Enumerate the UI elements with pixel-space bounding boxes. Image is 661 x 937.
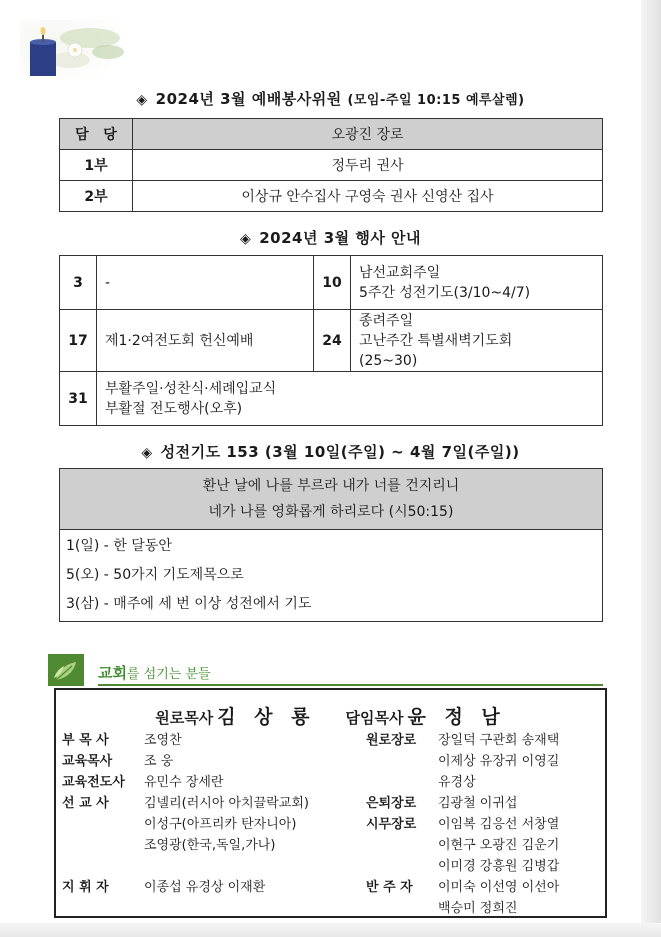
diamond-bullet-icon: ◈ [141, 445, 153, 461]
table-row [60, 181, 603, 212]
emeritus-title: 원로목사 [155, 709, 214, 727]
event-line: (25~30) [359, 352, 418, 369]
table-row [60, 119, 603, 150]
events-table [59, 255, 603, 426]
staff-names: 이종섭 유경상 이재환 [144, 880, 266, 895]
staff-role: 반 주 자 [366, 880, 413, 895]
staff-right-column [366, 730, 559, 919]
table-row [60, 372, 603, 426]
staff-role: 교육전도사 [62, 775, 125, 790]
event-line: 부활주일·성찬식·세례입교식 [105, 380, 277, 397]
event-line: 남선교회주일 [359, 264, 441, 281]
events-title [0, 227, 661, 248]
row-value: 정두리 권사 [133, 150, 603, 181]
staff-row [366, 793, 559, 814]
header-underline [98, 684, 603, 686]
staff-row [62, 772, 309, 793]
staff-row [366, 856, 559, 877]
staff-row [62, 877, 309, 898]
church-label-main: 교회 [98, 664, 127, 682]
staff-row [62, 856, 309, 877]
staff-role: 은퇴장로 [366, 796, 417, 811]
staff-names: 이현구 오광진 김운기 [438, 838, 560, 853]
staff-row [366, 835, 559, 856]
staff-names: 이미숙 이선영 이선아 [438, 880, 560, 895]
pastors-line [56, 702, 605, 729]
event-day: 31 [60, 372, 97, 426]
staff-role: 교육목사 [62, 754, 113, 769]
event-day: 3 [60, 256, 97, 310]
event-line: - [105, 274, 111, 291]
staff-role: 선 교 사 [62, 796, 109, 811]
event-day: 17 [60, 310, 97, 372]
worship-committee-table [59, 118, 603, 212]
event-line: 고난주간 특별새벽기도회 [359, 332, 513, 349]
staff-left-column [62, 730, 309, 898]
event-desc [97, 256, 314, 310]
senior-name: 윤 정 남 [407, 706, 506, 728]
table-row [60, 256, 603, 310]
staff-names: 김광철 이귀섭 [438, 796, 518, 811]
table-row [60, 150, 603, 181]
verse-line: 네가 나를 영화롭게 하리로다 (시50:15) [208, 504, 454, 520]
worship-committee-title-text: 2024년 3월 예배봉사위원 [155, 90, 342, 108]
prayer-item: 1(일) - 한 달동안 [66, 538, 172, 554]
staff-names: 이제상 유장귀 이영길 [438, 754, 560, 769]
staff-role: 시무장로 [366, 817, 417, 832]
staff-names: 유경상 [438, 775, 476, 790]
event-desc [97, 372, 603, 426]
table-row [60, 310, 603, 372]
event-line: 5주간 성전기도(3/10~4/7) [359, 284, 531, 301]
staff-names: 이임복 김응선 서창열 [438, 817, 560, 832]
prayer-title [0, 441, 661, 462]
staff-row [366, 898, 559, 919]
diamond-bullet-icon: ◈ [136, 92, 148, 108]
staff-role: 원로장로 [366, 733, 417, 748]
staff-row [62, 730, 309, 751]
staff-names: 유민수 장세란 [144, 775, 224, 790]
staff-names: 조 웅 [144, 754, 174, 769]
row-label: 1부 [60, 150, 133, 181]
staff-row [62, 793, 309, 814]
event-desc [351, 310, 603, 372]
prayer-box [59, 468, 603, 622]
staff-row [62, 814, 309, 835]
staff-names: 백승미 정희진 [438, 901, 518, 916]
event-desc [351, 256, 603, 310]
row-label: 2부 [60, 181, 133, 212]
worship-committee-subtitle: (모임-주일 10:15 예루살렘) [347, 93, 525, 108]
staff-role: 부 목 사 [62, 733, 109, 748]
prayer-item: 5(오) - 50가지 기도제목으로 [66, 567, 244, 583]
event-line: 종려주일 [359, 312, 414, 329]
staff-names: 이미경 강흥원 김병갑 [438, 859, 560, 874]
event-line: 제1·2여전도회 헌신예배 [105, 332, 254, 349]
staff-row [366, 772, 559, 793]
emeritus-name: 김 상 룡 [217, 706, 316, 728]
header-label: 담 당 [60, 119, 133, 150]
staff-names: 김넬리(러시아 아치끌락교회) [144, 796, 309, 811]
church-servants-header [48, 654, 608, 686]
event-day: 24 [314, 310, 351, 372]
staff-names: 이성구(아프리카 탄자니아) [144, 817, 297, 832]
staff-row [366, 751, 559, 772]
row-value: 이상규 안수집사 구영숙 권사 신영산 집사 [133, 181, 603, 212]
page-bottom-shadow [0, 923, 661, 937]
staff-row [366, 730, 559, 751]
diamond-bullet-icon: ◈ [239, 231, 252, 247]
leaf-icon [48, 654, 84, 686]
event-desc [97, 310, 314, 372]
staff-names: 조영찬 [144, 733, 182, 748]
church-label-rest: 를 섬기는 분들 [126, 667, 211, 682]
staff-role: 지 휘 자 [62, 880, 109, 895]
events-title-text: 2024년 3월 행사 안내 [259, 229, 422, 247]
staff-names: 장일덕 구관회 송재택 [438, 733, 560, 748]
page-edge-shadow [641, 0, 661, 937]
staff-names: 조영광(한국,독일,가나) [144, 838, 276, 853]
church-staff-box [54, 688, 607, 918]
staff-row [366, 877, 559, 898]
header-value: 오광진 장로 [133, 119, 603, 150]
candle-photo [20, 20, 125, 80]
staff-row [62, 835, 309, 856]
worship-committee-title [0, 88, 661, 109]
church-servants-label [98, 662, 211, 683]
bible-verse [60, 469, 602, 530]
event-line: 부활절 전도행사(오후) [105, 400, 243, 417]
prayer-title-text: 성전기도 153 (3월 10일(주일) ~ 4월 7일(주일)) [160, 443, 520, 461]
event-day: 10 [314, 256, 351, 310]
verse-line: 환난 날에 나를 부르라 내가 너를 건지리니 [202, 478, 460, 494]
prayer-item: 3(삼) - 매주에 세 번 이상 성전에서 기도 [66, 596, 312, 612]
staff-row [366, 814, 559, 835]
senior-title: 담임목사 [345, 709, 404, 727]
staff-row [62, 751, 309, 772]
